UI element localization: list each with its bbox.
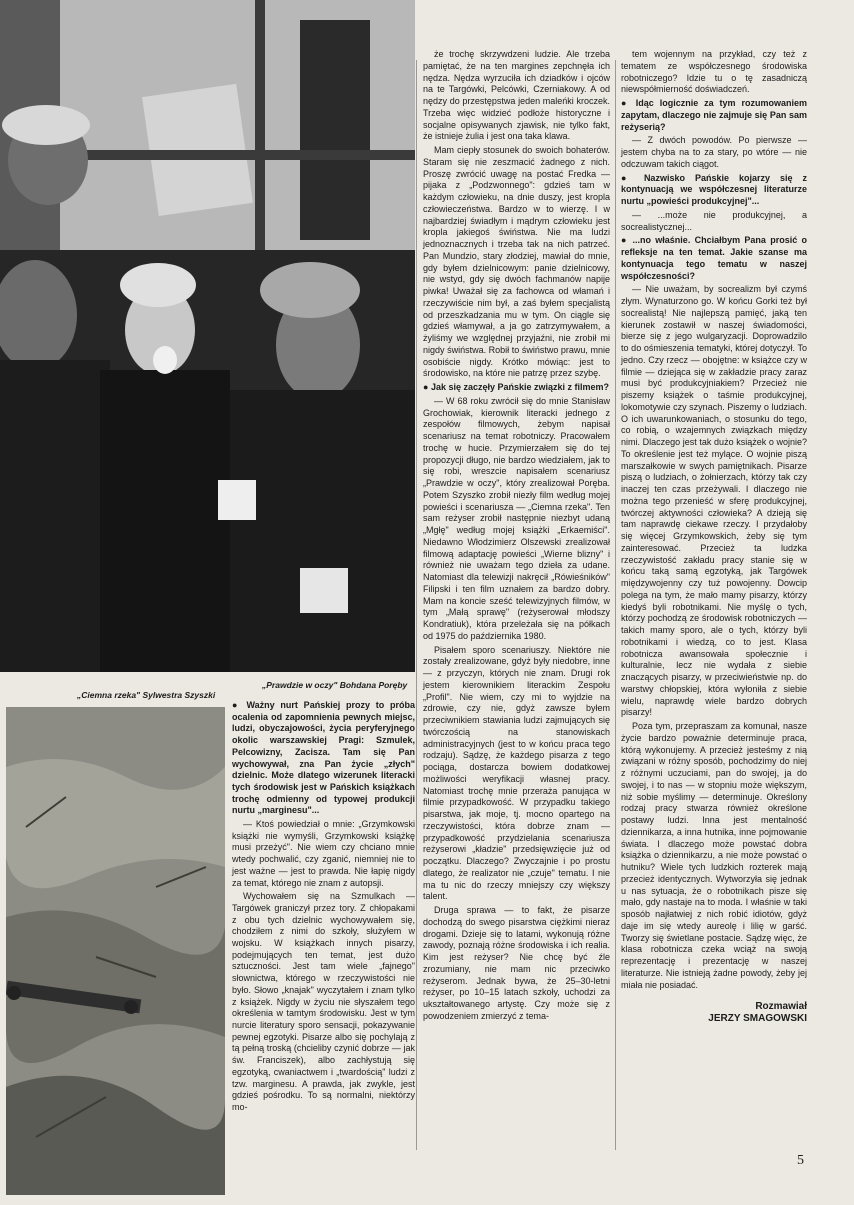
interview-question: ● Jak się zaczęły Pańskie związki z filmem? (423, 382, 610, 394)
paragraph: że trochę skrzywdzeni ludzie. Ale trzeba pamiętać, że na ten margines zepchnęła ich nędza. Nędza wyrzuciła ich dziadków i ojców na te Targówki, Pelcówki, Czerniakowy. A od nędzy do przestępstwa jeden maleńki kroczek. Trzeba więc widzieć podłoże historyczne i socjalne opisywanych zjawisk, nie tylko fakt, że istnieje żulia i jest ona taka klawa. (423, 49, 610, 142)
column-rule-1 (416, 60, 417, 1150)
signature-line-1: Rozmawiał (755, 1001, 807, 1013)
column-2 (423, 49, 610, 1023)
paragraph: Mam ciepły stosunek do swoich bohaterów. Staram się nie zeszmacić żadnego z nich. Proszę zwrócić uwagę na postać Fredka — pijaka z „Podzwonnego": gdzieś tam w każdym człowieku, na dnie duszy, jest kropla człowieczeństwa. Bardzo w to wierzę. I w najbardziej świadłym i mądrym człowieku jest kropla jakiegoś świństwa. Nie ma ludzi jednoznacznych i trzeba tak na nich patrzeć. Pan Mundzio, stary złodziej, mawiał do mnie, gdy byłem dzielnicowym: panie dzielnicowy, nie wstyd, gdy się dwóch fachmanów napije piwka! Uważał się za fachowca od włamań i rzeczywiście nim był, a zaś byłem specjalistą od przeszkadzania mu w tym. On ciągle się gdzieś włamywał, a ja go zatrzymywałem, a żyliśmy we względnej przyjaźni, nie zrobił mi nigdy świństwa. Robił to świństwo prawu, mnie osobiście nigdy. Krótko mówiąc: jest to środowisko, na które nie patrzę przez szybę. (423, 145, 610, 379)
column-1 (232, 700, 415, 1114)
column-3 (621, 49, 807, 1025)
page-number: 5 (797, 1153, 804, 1168)
paragraph: — Nie uważam, by socrealizm był czymś złym. Wynaturzono go. W końcu Gorki też był socrealistą! Nie najlepszą pamięć, jaką ten kierunek zostawił w naszej świadomości, bierze się z jego wulgaryzacji. Doprowadzilo to do ośmieszenia tematyki, której dotyczył. To jedno. Czy rzecz — obojętne: w książce czy w filmie — dziejąca się w zakładzie pracy zaraz musi być produkcyjniakiem? Przecież nie piszemy książek o taśmie produkcyjnej, lokomotywie czy szynach. Piszemy o ludziach. O ich uwarunkowaniach, o stosunku do tego, co robią, o wzajemnych związkach między nimi. Dlaczego jest tak dużo książek o wojnie? To określenie jest też mylące. O wojnie piszą marszałkowie w swych pamiętnikach. Pisarze piszą o ludziach, o żołnierzach, którzy tak czy inaczej ten czas przeżywali. I dlaczego nie można tego przenieść w sferę produkcyjnej, twórczej aktywności człowieka? A dzieją się tam naprawdę ciekawe rzeczy. I przydałoby się więcej Grzymkowskich, żeby się tym zainteresować. Przecież ta ludzka rzeczywistość zakładu pracy stanie się w końcu taką samą egzotyką, jak Targówek międzywojenny czy tuż powojenny. Dowcip polega na tym, że mało mamy pisarzy, którzy kiedyś byli robotnikami. Nie myślę o tych, którzy pochodzą ze środowisk robotniczych — takich mamy sporo, ale o tych, którzy byli robotnikami i wiedzą, co to jest. Klasa robotnicza awansowała społecznie i kulturalnie, lecz nie wydała z siebie znaczących pisarzy, w przeciwieństwie np. do warstwy chłopskiej, która wyłoniła z siebie wielu, naprawdę wiele bardzo dobrych pisarzy! (621, 284, 807, 719)
film-still-photo (0, 0, 415, 672)
paragraph: — Z dwóch powodów. Po pierwsze — jestem chyba na to za stary, po wtóre — nie odczuwam takich ciągot. (621, 135, 807, 170)
paragraph: Wychowałem się na Szmulkach — Targówek graniczył przez tory. Z chłopakami z obu tych dzielnic wychowywałem się, chodziłem z nimi do szkoły, służyłem w wojsku. W książkach innych pisarzy, podejmujących ten temat, jest dużo sztuczności. Jest tam wiele „fajnego" słownictwa, którego w rzeczywistości nie było. Słowo „knajak" wyczytałem i znam tylko z książek. Nigdy w życiu nie słyszałem tego określenia w tamtym środowisku. Jest w tym nurcie literatury sporo sensacji, pokazywanie pewnej egzotyki. Pisarze albo się pochylają z tą pełną troską (chcieliby czynić dobrze — jak św. Franciszek), albo zachłystują się egzotyką, cwaniactwem i „twardością" ludzi z tzw. marginesu. A prawda, jak zwykle, jest gdzieś pośrodku. To są normalni, niektórzy mo- (232, 891, 415, 1112)
interview-question: ● Idąc logicznie za tym rozumowaniem zapytam, dlaczego nie zajmuje się Pan sam reżyserią? (621, 98, 807, 133)
column-rule-2 (615, 60, 616, 1150)
landscape-photo (6, 707, 225, 1195)
interview-question: ● ...no właśnie. Chciałbym Pana prosić o refleksje na ten temat. Jakie szanse ma kontynuacja tego tematu w naszej współczesności? (621, 235, 807, 282)
paragraph: tem wojennym na przykład, czy też z tematem ze współczesnego środowiska robotniczego? Idzie tu o tę zasadniczą niewspółmierność doświadczeń. (621, 49, 807, 95)
caption-right: „Prawdzie w oczy" Bohdana Poręby (262, 680, 408, 690)
caption-left: „Ciemna rzeka" Sylwestra Szyszki (77, 690, 216, 700)
interview-question: ● Nazwisko Pańskie kojarzy się z kontynuacją we współczesnej literaturze nurtu „powieści produkcyjnej"... (621, 173, 807, 208)
signature-line-2: JERZY SMAGOWSKI (708, 1013, 807, 1025)
author-signature (621, 1001, 807, 1025)
paragraph: — W 68 roku zwrócił się do mnie Stanisław Grochowiak, kierownik literacki jednego z zespołów filmowych, żebym napisał scenariusz na temat robotniczy. Pracowałem trochę w hucie. Przymierzałem się do tej propozycji długo, nie bardzo wiedziałem, jak to się robi, wreszcie napisałem scenariusz „Prawdzie w oczy", który zrealizował Poręba. Potem Szyszko zrobił niezły film według mojej powieści i scenariusza — „Ciemna rzeka". Ten sam reżyser zrobił następnie niezbyt udaną „Mgłę" według mojej książki „Erkaemiści". Niedawno Włodzimierz Olszewski zrealizował filmową adaptację powieści „Wierne blizny" i również nie uważam tego dzieła za udane. Natomiast dla telewizji nakręcił „Rówieśników" Filipski i ten film uznałem za bardzo dobry. Mam na koncie sześć telewizyjnych filmów, w tym „Małą sprawę" (reżyserował młodszy Kondratiuk), która przeleżała się na półkach od 1975 do października 1980. (423, 396, 610, 643)
paragraph: — Ktoś powiedział o mnie: „Grzymkowski książki nie wymyśli, Grzymkowski książkę musi przeżyć". Nie wiem czy chciano mnie wtedy pochwalić, czy zganić, niemniej nie to jest ważne — jest to prawda. Nie łapię nigdy za temat, którego nie znam z autopsji. (232, 819, 415, 889)
paragraph: Poza tym, przepraszam za komunał, nasze życie bardzo poważnie determinuje praca, którą wykonujemy. A przecież jesteśmy z nią związani w różny sposób, pochodzimy do niej z różnymi uczuciami, pan do swojej, ja do swojej, i to nas — w stopniu może większym, niż sobie myślimy — determinuje. Określony rodzaj pracy stwarza również określone postawy ludzi. Inna jest mentalność dziennikarza, a inna hutnika, inne pojmowanie świata. I dlaczego może powstać dobra książka o dziennikarzu, a nie może powstać o hutniku? Wiele tych ludzkich rozterek mają przecież identycznych. Wytworzyła się jednak u nas sytuacja, że o robotnikach pisze się mało, gdy nastaje na to moda. I właśnie w taki sposób najłatwiej z nich robić idiotów, gdyż daje im się wtedy aureolę i lilię w garść. Tworzy się świetlane postacie. Sądzę więc, że klasa robotnicza czeka wciąż na swoją reprezentację i prezentację w naszej literaturze. Nie istnieją żadne powody, żeby jej miała nie posiadać. (621, 721, 807, 990)
paragraph: Pisałem sporo scenariuszy. Niektóre nie zostały zrealizowane, gdyż były niedobre, inne — z przyczyn, których nie znam. Drugi rok jestem kierownikiem literackim Zespołu „Profil". Nie wiem, czy mi to wyjdzie na zdrowie, czy nie, gdyż zawsze byłem przeciwnikiem stawiania ludzi zajmujących się twórczością na stanowiskach administracyjnych (jest to w końcu praca tego rodzaju). Sądzę, że każdego pisarza z tego pociąga, dostarcza bowiem dodatkowej możliwości weryfikacji własnej pracy. Natomiast trochę mnie przeraża panująca w filmie przypadkowość. W przypadku takiego pisarstwa, jak moje, tj. mocno opartego na rzeczywistości, która dobrze znam — przypadkowość przydzielania scenariusza reżyserowi „kładzie" przedsięwzięcie już od początku. Dlaczego? Zwyczajnie i po prostu dlatego, że realizator nie „czuje" tematu. I nie ma tu nic do rzeczy mniejszy czy większy talent. (423, 644, 610, 902)
interview-question: ● Ważny nurt Pańskiej prozy to próba ocalenia od zapomnienia pewnych miejsc, ludzi, obyczajowości, życia peryferyjnego okolic warszawskiej Pragi: Szmulek, Pelcowizny, Zacisza. Tam się Pan wychowywał, zna Pan życie „złych" dzielnic. Może dlatego wizerunek literacki tych środowisk jest w Pańskich książkach trochę odmienny od typowej produkcji nurtu „marginesu"... (232, 700, 415, 817)
paragraph: Druga sprawa — to fakt, że pisarze dochodzą do swego pisarstwa ciężkimi nieraz drogami. Dzieje się to latami, wykonują różne zawody, poznają różne środowiska i ich realia. Kim jest reżyser? Nie chcę być źle zrozumiany, nie mam nic przeciwko reżyserom. Jednak bywa, że 25–30-letni reżyser, po 10–15 latach szkoły, uchodzi za ukształtowanego artystę. Czy może się z powodzeniem zmierzyć z tema- (423, 905, 610, 1021)
paragraph: — ...może nie produkcyjnej, a socrealistycznej... (621, 210, 807, 234)
